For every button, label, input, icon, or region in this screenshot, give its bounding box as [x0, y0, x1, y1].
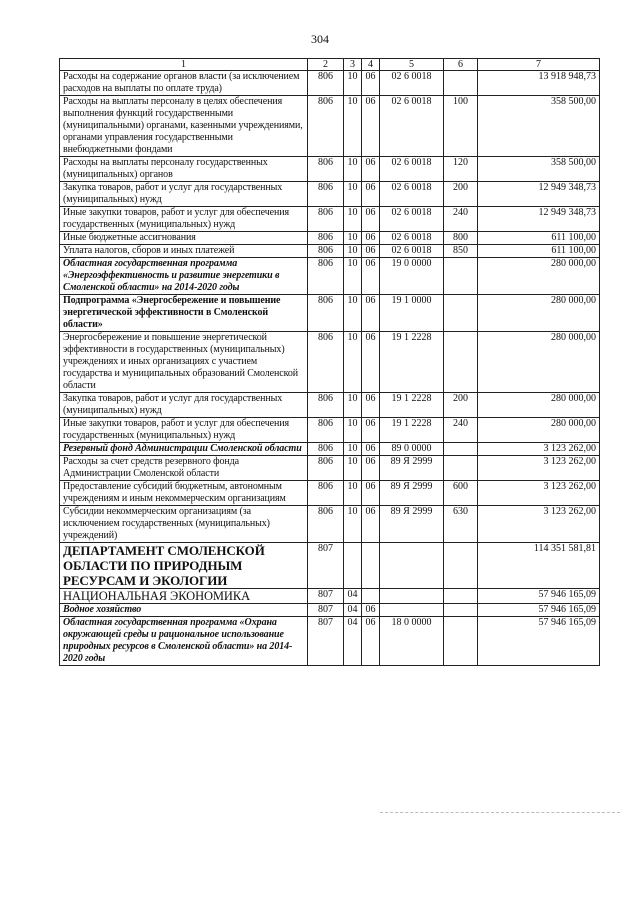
header-col-5: 5: [380, 59, 444, 71]
header-col-7: 7: [478, 59, 600, 71]
row-target-article: 02 6 0018: [380, 245, 444, 258]
table-row: [60, 245, 600, 258]
row-expense-type: [444, 543, 478, 589]
row-target-article: 89 Я 2999: [380, 456, 444, 481]
table-row: [60, 207, 600, 232]
row-ministry-code: 806: [308, 506, 344, 543]
row-ministry-code: 806: [308, 258, 344, 295]
table-row: [60, 71, 600, 96]
row-ministry-code: 806: [308, 245, 344, 258]
row-section: 04: [344, 604, 362, 617]
row-ministry-code: 806: [308, 456, 344, 481]
row-section: 10: [344, 245, 362, 258]
row-section: 10: [344, 332, 362, 393]
row-amount: 358 500,00: [478, 96, 600, 157]
table-row: [60, 443, 600, 456]
row-subsection: 06: [362, 443, 380, 456]
table-row: [60, 617, 600, 666]
row-name: Областная государственная программа «Энергоэффективность и развитие энергетики в Смоленской области» на 2014-2020 годы: [60, 258, 308, 295]
row-section: [344, 543, 362, 589]
row-expense-type: 850: [444, 245, 478, 258]
row-amount: 114 351 581,81: [478, 543, 600, 589]
row-section: 10: [344, 157, 362, 182]
row-amount: 280 000,00: [478, 295, 600, 332]
table-row: [60, 418, 600, 443]
row-expense-type: [444, 295, 478, 332]
row-expense-type: 240: [444, 207, 478, 232]
row-expense-type: [444, 589, 478, 604]
row-section: 10: [344, 182, 362, 207]
table-row: [60, 258, 600, 295]
row-name: Субсидии некоммерческим организациям (за исключением государственных (муниципальных) учреждений): [60, 506, 308, 543]
row-section: 10: [344, 258, 362, 295]
row-amount: 57 946 165,09: [478, 589, 600, 604]
row-amount: 280 000,00: [478, 332, 600, 393]
row-subsection: 06: [362, 617, 380, 666]
row-expense-type: [444, 332, 478, 393]
row-section: 10: [344, 443, 362, 456]
row-subsection: 06: [362, 604, 380, 617]
row-section: 04: [344, 589, 362, 604]
row-target-article: 89 0 0000: [380, 443, 444, 456]
row-name: ДЕПАРТАМЕНТ СМОЛЕНСКОЙ ОБЛАСТИ ПО ПРИРОДНЫМ РЕСУРСАМ И ЭКОЛОГИИ: [60, 543, 308, 589]
row-expense-type: [444, 617, 478, 666]
row-name: Иные закупки товаров, работ и услуг для обеспечения государственных (муниципальных) нужд: [60, 207, 308, 232]
row-name: Областная государственная программа «Охрана окружающей среды и рациональное использование природных ресурсов в Смоленской области» на 2014-2020 годы: [60, 617, 308, 666]
row-ministry-code: 806: [308, 295, 344, 332]
row-subsection: 06: [362, 182, 380, 207]
row-expense-type: 200: [444, 393, 478, 418]
row-expense-type: [444, 604, 478, 617]
row-section: 10: [344, 96, 362, 157]
row-ministry-code: 806: [308, 443, 344, 456]
row-section: 10: [344, 232, 362, 245]
row-amount: 13 918 948,73: [478, 71, 600, 96]
row-ministry-code: 806: [308, 393, 344, 418]
row-name: Закупка товаров, работ и услуг для государственных (муниципальных) нужд: [60, 393, 308, 418]
row-target-article: [380, 589, 444, 604]
table-row: [60, 232, 600, 245]
row-expense-type: [444, 71, 478, 96]
row-amount: 280 000,00: [478, 418, 600, 443]
budget-table: [59, 58, 600, 666]
row-amount: 12 949 348,73: [478, 182, 600, 207]
row-ministry-code: 806: [308, 332, 344, 393]
row-target-article: 19 1 2228: [380, 332, 444, 393]
row-ministry-code: 806: [308, 207, 344, 232]
row-name: Резервный фонд Администрации Смоленской области: [60, 443, 308, 456]
row-name: Уплата налогов, сборов и иных платежей: [60, 245, 308, 258]
table-row: [60, 543, 600, 589]
row-subsection: 06: [362, 71, 380, 96]
row-amount: 12 949 348,73: [478, 207, 600, 232]
row-target-article: 02 6 0018: [380, 182, 444, 207]
table-row: [60, 393, 600, 418]
header-col-1: 1: [60, 59, 308, 71]
row-subsection: 06: [362, 245, 380, 258]
row-amount: 611 100,00: [478, 245, 600, 258]
row-expense-type: 200: [444, 182, 478, 207]
row-target-article: 89 Я 2999: [380, 506, 444, 543]
row-subsection: 06: [362, 96, 380, 157]
row-ministry-code: 806: [308, 182, 344, 207]
row-subsection: 06: [362, 332, 380, 393]
row-expense-type: 120: [444, 157, 478, 182]
row-expense-type: 100: [444, 96, 478, 157]
table-row: [60, 96, 600, 157]
row-subsection: [362, 589, 380, 604]
table-row: [60, 589, 600, 604]
row-name: Энергосбережение и повышение энергетической эффективности в государственных (муниципальных) учреждениях и иных организациях с участием государства и муниципальных образований Смоленской области: [60, 332, 308, 393]
row-amount: 3 123 262,00: [478, 456, 600, 481]
header-col-3: 3: [344, 59, 362, 71]
row-amount: 3 123 262,00: [478, 506, 600, 543]
table-row: [60, 456, 600, 481]
row-target-article: 19 1 0000: [380, 295, 444, 332]
row-ministry-code: 807: [308, 617, 344, 666]
row-target-article: 19 0 0000: [380, 258, 444, 295]
row-expense-type: 600: [444, 481, 478, 506]
row-target-article: 02 6 0018: [380, 157, 444, 182]
row-ministry-code: 806: [308, 232, 344, 245]
row-target-article: 18 0 0000: [380, 617, 444, 666]
row-ministry-code: 807: [308, 604, 344, 617]
header-col-4: 4: [362, 59, 380, 71]
row-target-article: [380, 543, 444, 589]
row-section: 10: [344, 481, 362, 506]
page-number: 304: [311, 32, 329, 46]
row-amount: 280 000,00: [478, 258, 600, 295]
row-target-article: 89 Я 2999: [380, 481, 444, 506]
table-row: [60, 182, 600, 207]
row-subsection: 06: [362, 418, 380, 443]
row-name: НАЦИОНАЛЬНАЯ ЭКОНОМИКА: [60, 589, 308, 604]
row-amount: 3 123 262,00: [478, 481, 600, 506]
row-subsection: 06: [362, 481, 380, 506]
row-section: 10: [344, 207, 362, 232]
row-subsection: 06: [362, 456, 380, 481]
row-amount: 358 500,00: [478, 157, 600, 182]
row-subsection: 06: [362, 393, 380, 418]
row-name: Иные бюджетные ассигнования: [60, 232, 308, 245]
table-row: [60, 332, 600, 393]
row-expense-type: 240: [444, 418, 478, 443]
row-section: 10: [344, 393, 362, 418]
row-ministry-code: 806: [308, 71, 344, 96]
row-target-article: 02 6 0018: [380, 232, 444, 245]
row-expense-type: [444, 258, 478, 295]
row-expense-type: 630: [444, 506, 478, 543]
row-name: Подпрограмма «Энергосбережение и повышение энергетической эффективности в Смоленской области»: [60, 295, 308, 332]
row-expense-type: [444, 456, 478, 481]
row-subsection: 06: [362, 295, 380, 332]
row-target-article: 02 6 0018: [380, 96, 444, 157]
row-name: Предоставление субсидий бюджетным, автономным учреждениям и иным некоммерческим организациям: [60, 481, 308, 506]
row-amount: 280 000,00: [478, 393, 600, 418]
row-amount: 3 123 262,00: [478, 443, 600, 456]
row-subsection: 06: [362, 207, 380, 232]
table-row: [60, 481, 600, 506]
row-section: 10: [344, 295, 362, 332]
row-subsection: [362, 543, 380, 589]
row-target-article: [380, 604, 444, 617]
row-subsection: 06: [362, 232, 380, 245]
table-row: [60, 604, 600, 617]
row-ministry-code: 807: [308, 589, 344, 604]
row-amount: 57 946 165,09: [478, 604, 600, 617]
row-amount: 57 946 165,09: [478, 617, 600, 666]
row-section: 10: [344, 71, 362, 96]
row-ministry-code: 807: [308, 543, 344, 589]
header-col-2: 2: [308, 59, 344, 71]
row-target-article: 02 6 0018: [380, 207, 444, 232]
row-section: 10: [344, 456, 362, 481]
row-ministry-code: 806: [308, 157, 344, 182]
row-name: Расходы на выплаты персоналу в целях обеспечения выполнения функций государственными (муниципальными) органами, казенными учреждениями, органами управления государственными внебюджетными фондами: [60, 96, 308, 157]
row-section: 10: [344, 506, 362, 543]
table-row: [60, 506, 600, 543]
row-name: Иные закупки товаров, работ и услуг для обеспечения государственных (муниципальных) нужд: [60, 418, 308, 443]
table-row: [60, 157, 600, 182]
row-target-article: 19 1 2228: [380, 418, 444, 443]
row-ministry-code: 806: [308, 418, 344, 443]
row-section: 10: [344, 418, 362, 443]
row-name: Расходы на выплаты персоналу государственных (муниципальных) органов: [60, 157, 308, 182]
page-edge-dashes: [380, 812, 620, 813]
row-subsection: 06: [362, 157, 380, 182]
row-ministry-code: 806: [308, 96, 344, 157]
header-col-6: 6: [444, 59, 478, 71]
row-amount: 611 100,00: [478, 232, 600, 245]
row-expense-type: 800: [444, 232, 478, 245]
row-section: 04: [344, 617, 362, 666]
row-name: Водное хозяйство: [60, 604, 308, 617]
row-ministry-code: 806: [308, 481, 344, 506]
row-subsection: 06: [362, 506, 380, 543]
row-name: Закупка товаров, работ и услуг для государственных (муниципальных) нужд: [60, 182, 308, 207]
row-target-article: 19 1 2228: [380, 393, 444, 418]
row-target-article: 02 6 0018: [380, 71, 444, 96]
row-name: Расходы на содержание органов власти (за исключением расходов на выплаты по оплате труда): [60, 71, 308, 96]
row-name: Расходы за счет средств резервного фонда Администрации Смоленской области: [60, 456, 308, 481]
table-row: [60, 295, 600, 332]
row-expense-type: [444, 443, 478, 456]
table-header-row: [60, 59, 600, 71]
row-subsection: 06: [362, 258, 380, 295]
